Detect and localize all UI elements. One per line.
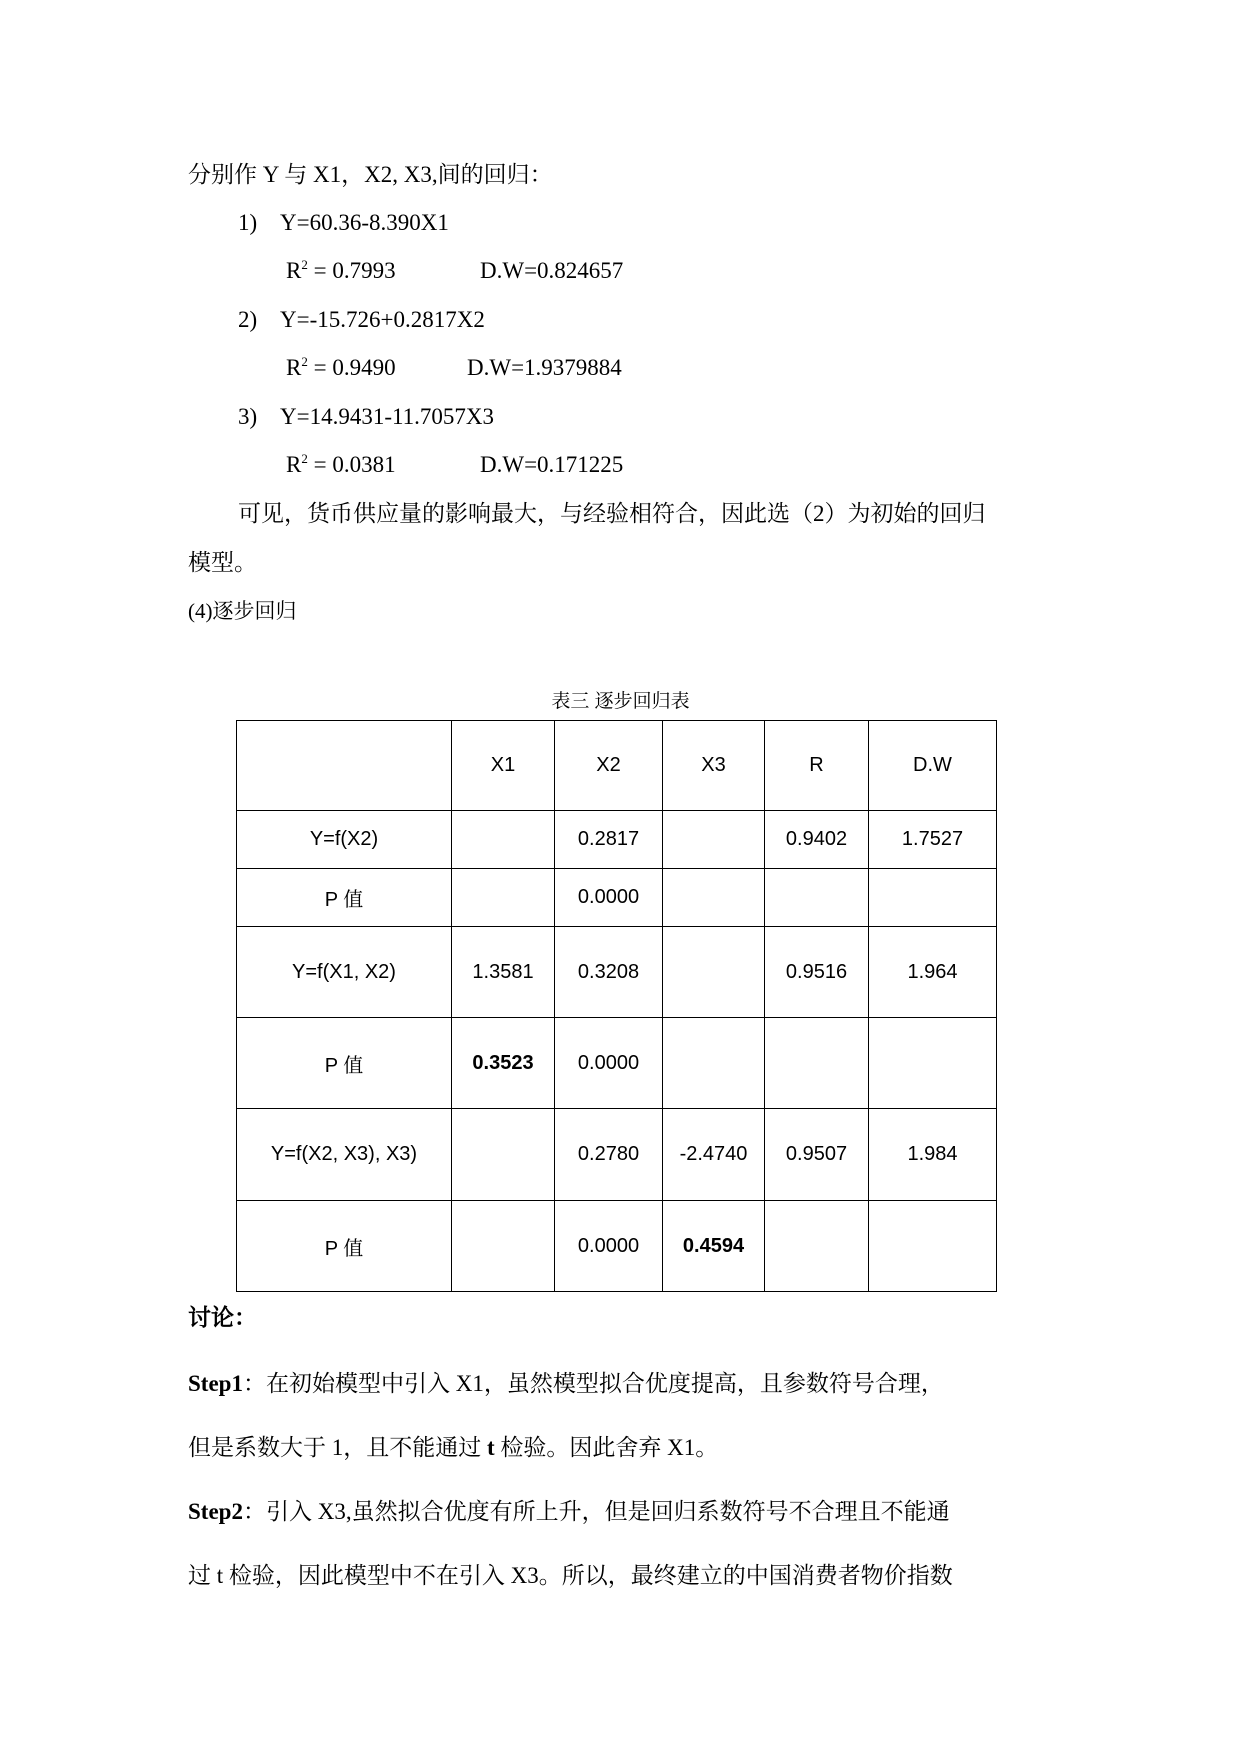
regression-1-dw: D.W=0.824657: [480, 258, 624, 283]
r2-value: = 0.7993: [307, 258, 396, 283]
table-caption: 表三 逐步回归表: [551, 691, 690, 712]
table-row: [237, 1018, 997, 1109]
row-label: P 值: [237, 869, 452, 927]
table-cell: [869, 869, 997, 927]
section-title: (4)逐步回归: [188, 599, 297, 623]
regression-2-number: 2): [238, 307, 258, 332]
regression-2-dw: D.W=1.9379884: [467, 355, 622, 380]
r2-label: R: [286, 452, 302, 477]
table-cell: 0.0000: [555, 869, 663, 927]
table-cell: [869, 1018, 997, 1109]
header-cell-x1: X1: [452, 721, 555, 811]
table-cell: 0.2780: [555, 1109, 663, 1201]
row-label: P 值: [237, 1018, 452, 1109]
step1-text-b: 检验。因此舍弃 X1。: [494, 1435, 719, 1460]
conclusion-line-1: 可见，货币供应量的影响最大，与经验相符合，因此选（2）为初始的回归: [238, 501, 986, 526]
table-row: [237, 869, 997, 927]
step1-text-a: 但是系数大于 1，且不能通过: [188, 1435, 487, 1460]
regression-3-dw: D.W=0.171225: [480, 452, 624, 477]
table-cell: [765, 869, 869, 927]
step1-label: Step1: [188, 1371, 243, 1396]
table-cell: [452, 869, 555, 927]
table-cell: [452, 1201, 555, 1292]
table-cell: 0.0000: [555, 1018, 663, 1109]
r2-superscript: 2: [301, 451, 308, 466]
regression-3-equation: Y=14.9431-11.7057X3: [280, 404, 494, 429]
table-cell: 0.0000: [555, 1201, 663, 1292]
t-symbol: t: [487, 1435, 495, 1460]
r2-superscript: 2: [301, 257, 308, 272]
table-cell: 1.984: [869, 1109, 997, 1201]
table-cell-highlight: 0.3523: [452, 1018, 555, 1109]
table-cell: [663, 1018, 765, 1109]
regression-1-number: 1): [238, 210, 258, 235]
conclusion-line-2: 模型。: [188, 550, 257, 575]
table-cell: 1.3581: [452, 927, 555, 1018]
table-cell: [869, 1201, 997, 1292]
row-label: Y=f(X2, X3), X3): [237, 1109, 452, 1201]
regression-1-equation: Y=60.36-8.390X1: [280, 210, 449, 235]
regression-1-r2: [286, 257, 396, 285]
table-cell: [663, 811, 765, 869]
table-header-row: [237, 721, 997, 811]
step1-text: ：在初始模型中引入 X1，虽然模型拟合优度提高，且参数符号合理，: [242, 1371, 944, 1396]
table-cell: [663, 927, 765, 1018]
table-row: [237, 927, 997, 1018]
intro-text: 分别作 Y 与 X1，X2, X3,间的回归：: [188, 162, 553, 187]
header-cell-dw: D.W: [869, 721, 997, 811]
r2-label: R: [286, 258, 302, 283]
header-cell-x3: X3: [663, 721, 765, 811]
header-cell: [237, 721, 452, 811]
table-cell: [452, 811, 555, 869]
table-cell: 0.3208: [555, 927, 663, 1018]
r2-superscript: 2: [301, 354, 308, 369]
row-label: P 值: [237, 1201, 452, 1292]
table-cell: -2.4740: [663, 1109, 765, 1201]
r2-value: = 0.0381: [307, 452, 396, 477]
table-cell: [663, 869, 765, 927]
table-cell: [765, 1201, 869, 1292]
regression-3-number: 3): [238, 404, 258, 429]
row-label: Y=f(X2): [237, 811, 452, 869]
step1-line-2: [188, 1434, 718, 1462]
table-cell: 0.9402: [765, 811, 869, 869]
table-cell: [452, 1109, 555, 1201]
table-cell-highlight: 0.4594: [663, 1201, 765, 1292]
discussion-title: 讨论：: [188, 1305, 257, 1330]
step2-line-1: [188, 1498, 950, 1526]
step2-text: ：引入 X3,虽然拟合优度有所上升，但是回归系数符号不合理且不能通: [242, 1499, 950, 1524]
table-row: [237, 1109, 997, 1201]
r2-value: = 0.9490: [307, 355, 396, 380]
step2-label: Step2: [188, 1499, 243, 1524]
regression-2-r2: [286, 354, 396, 382]
table-cell: 0.9516: [765, 927, 869, 1018]
table-cell: 0.9507: [765, 1109, 869, 1201]
regression-2-equation: Y=-15.726+0.2817X2: [280, 307, 485, 332]
header-cell-r: R: [765, 721, 869, 811]
step2-line-2: 过 t 检验，因此模型中不在引入 X3。所以，最终建立的中国消费者物价指数: [188, 1563, 953, 1588]
table-cell: [765, 1018, 869, 1109]
r2-label: R: [286, 355, 302, 380]
table-cell: 1.964: [869, 927, 997, 1018]
table-cell: 1.7527: [869, 811, 997, 869]
step1-line-1: [188, 1370, 944, 1398]
header-cell-x2: X2: [555, 721, 663, 811]
row-label: Y=f(X1, X2): [237, 927, 452, 1018]
table-row: [237, 1201, 997, 1292]
table-row: [237, 811, 997, 869]
stepwise-regression-table: [236, 720, 997, 1292]
table-cell: 0.2817: [555, 811, 663, 869]
regression-3-r2: [286, 451, 396, 479]
